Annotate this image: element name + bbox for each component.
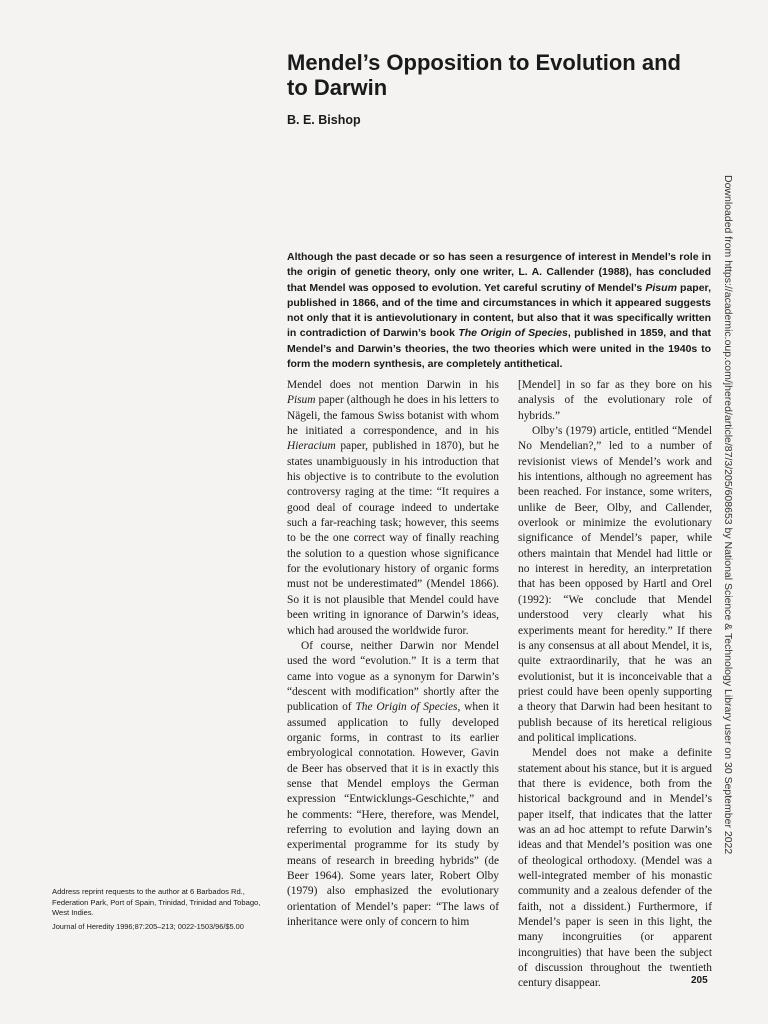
journal-citation: Journal of Heredity 1996;87:205–213; 0022-1503/96/$5.00 [52, 922, 244, 931]
text: paper (although he does in his letters to Nägeli, the famous Swiss botanist with whom he initiated a correspondence, and in his [287, 394, 499, 438]
paragraph: Mendel does not make a definite statement about his stance, but it is argued that there is evidence, both from the historical background and in Mendel’s paper itself, that indicates that the latter was an ad hoc attempt to refute Darwin’s ideas and that Mendel’s position was one of theological orthodoxy. (Mendel was a well-integrated member of his monastic community and a zealous defender of the faith, not a dissident.) Furthermore, if Mendel’s paper is seen in this light, the many incongruities (or apparent incongruities) that have been the subject of discussion throughout the twentieth century disappear. [518, 747, 712, 990]
abstract [287, 250, 711, 372]
italic-text: Hieracium [287, 440, 336, 453]
paragraph [287, 378, 499, 639]
abstract-text: Although the past decade or so has seen a resurgence of interest in Mendel’s role in the origin of genetic theory, only one writer, L. A. Callender (1988), has concluded that Mendel was opposed to evolution. Yet careful scrutiny of Mendel’s [287, 251, 711, 294]
paragraph: [Mendel] in so far as they bore on his analysis of the evolutionary role of hybrids.” [518, 379, 712, 422]
body-column-right [518, 378, 712, 992]
abstract-text: , published in 1859, and that Mendel’s and Darwin’s theories, the two theories which were united in the 1940s to form the modern synthesis, are completely antithetical. [287, 327, 711, 371]
abstract-text: paper, published in 1866, and of the time and circumstances in which it appeared suggests not only that it is antievolutionary in content, but also that it was specifically written in contradiction of Darwin’s book [287, 281, 711, 340]
address-footnote: Address reprint requests to the author at 6 Barbados Rd., Federation Park, Port of Spain, Trinidad, Trinidad and Tobago, West Indies. [52, 887, 261, 917]
abstract-italic: Pisum [645, 281, 677, 294]
page-number: 205 [691, 975, 708, 986]
body-column-left [287, 378, 499, 930]
text: paper, published in 1870), but he states unambiguously in his introduction that his objective is to contribute to the evolution controversy raging at the time: “It requires a good deal of courage indeed to undertake such a far-reaching task; however, this seems to be the one correct way of finally reaching the solution to a question whose significance for the evolutionary history of organic forms must not be underestimated” (Mendel 1866). So it is not plausible that Mendel could have been writing in ignorance of Darwin’s ideas, which had aroused the worldwide furor. [287, 440, 499, 637]
author-name: B. E. Bishop [287, 113, 361, 127]
paragraph: Olby’s (1979) article, entitled “Mendel No Mendelian?,” led to a number of revisionist views of Mendel’s work and his intentions, although no agreement has been reached. For instance, some writers, unlike de Beer, Olby, and Callender, overlook or minimize the evolutionary significance of Mendel’s paper, while others maintain that Mendel had little or no interest in heredity, an interpretation that has been opposed by Hartl and Orel (1992): “We conclude that Mendel understood very clearly what his experiments meant for heredity.” If there is any consensus at all about Mendel, it is, quite extraordinarily, that he was an evolutionist, but it is inconceivable that a priest could have been openly supporting a theory that Darwin had been hesitant to publish because of its heretical religious and political implications. [518, 425, 712, 744]
article-title: Mendel’s Opposition to Evolution and to Darwin [287, 50, 681, 100]
italic-text: The Origin of Species [355, 701, 458, 714]
paragraph [287, 639, 499, 931]
download-notice: Downloaded from https://academic.oup.com/jhered/article/87/3/205/608653 by National Science & Technology Library user on 30 September 2022 [722, 175, 734, 855]
text: Mendel does not mention Darwin in his [287, 379, 499, 391]
text: , when it assumed application to fully developed organic forms, in contrast to its earlier embryological connotation. However, Gavin de Beer has observed that it is in exactly this sense that Mendel employs the German expression “Entwicklungs-Geschichte,” and he comments: “Here, therefore, was Mendel, referring to evolution and laying down an experimental programme for its study by means of research in breeding hybrids” (de Beer 1964). Some years later, Robert Olby (1979) also emphasized the evolutionary orientation of Mendel’s paper: “The laws of inheritance were only of concern to him [287, 701, 500, 929]
italic-text: Pisum [287, 394, 316, 407]
abstract-italic: The Origin of Species [458, 327, 568, 340]
text: Of course, neither Darwin nor Mendel used the word “evolution.” It is a term that came into vogue as a synonym for Darwin’s “descent with modification” shortly after the publication of [287, 639, 499, 714]
